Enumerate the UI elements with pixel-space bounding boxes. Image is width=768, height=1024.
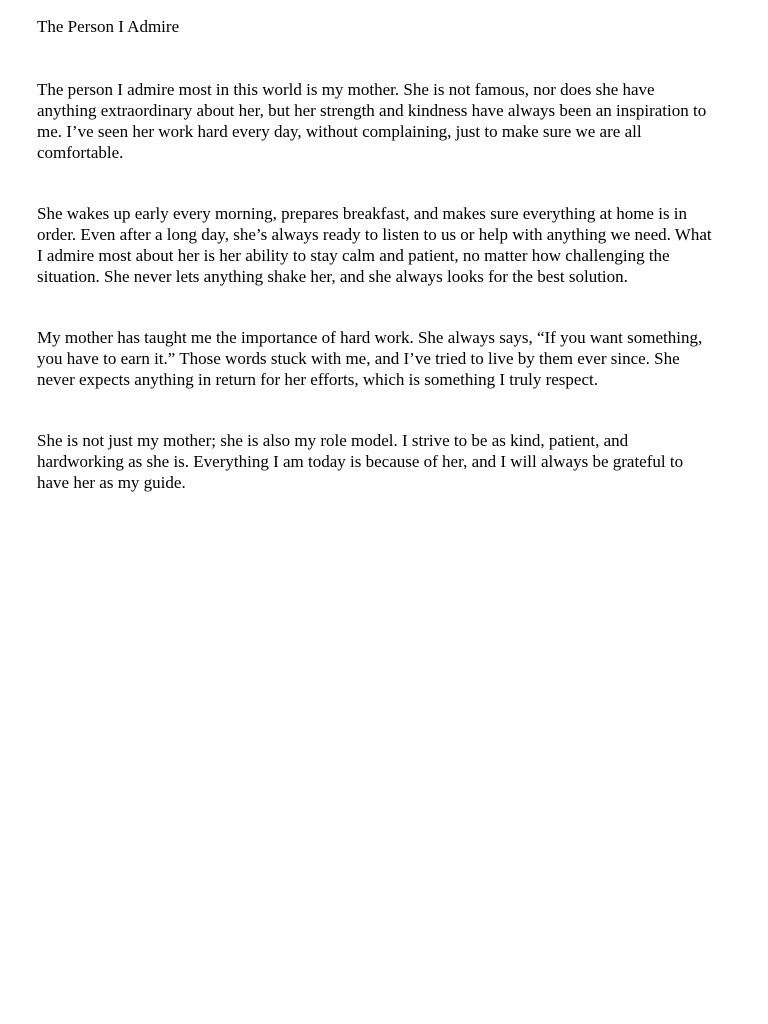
paragraph-4: She is not just my mother; she is also my role model. I strive to be as kind, patient, and hardworking as she is. Everything I am today is because of her, and I will always be grateful to have her as my guide. <box>37 431 684 492</box>
paragraph-2: She wakes up early every morning, prepares breakfast, and makes sure everything at home is in order. Even after a long day, she’s always ready to listen to us or help with anything we need. What I admire most about her is her ability to stay calm and patient, no matter how challenging the situation. She never lets anything shake her, and she always looks for the best solution. <box>37 204 712 286</box>
paragraph-3: My mother has taught me the importance of hard work. She always says, “If you want something, you have to earn it.” Those words stuck with me, and I’ve tried to live by them ever since. She never expects anything in return for her efforts, which is something I truly respect. <box>37 328 703 389</box>
paragraph-1: The person I admire most in this world is my mother. She is not famous, nor does she have anything extraordinary about her, but her strength and kindness have always been an inspiration to me. I’ve seen her work hard every day, without complaining, just to make sure we are all comfortable. <box>37 80 707 162</box>
document-page <box>37 16 717 493</box>
document-title: The Person I Admire <box>37 17 180 36</box>
